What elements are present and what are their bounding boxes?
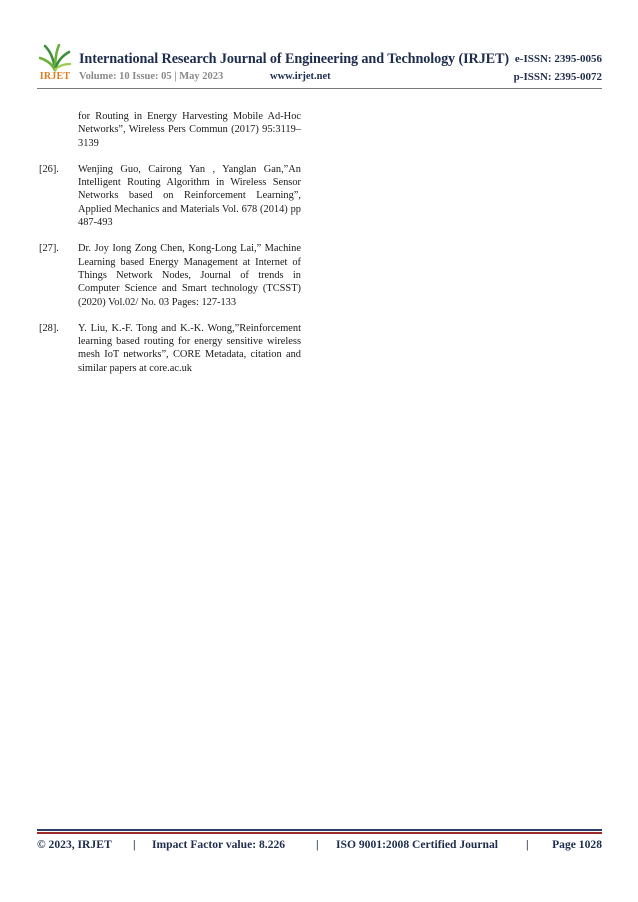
irjet-logo xyxy=(37,44,73,86)
footer-impact-factor: Impact Factor value: 8.226 xyxy=(152,838,286,851)
footer-separator: | xyxy=(526,838,529,851)
footer-copyright: © 2023, IRJET xyxy=(37,838,112,851)
footer-separator: | xyxy=(316,838,319,851)
reference-text: Y. Liu, K.-F. Tong and K.-K. Wong,”Reinforcement learning based routing for energy sensitive wireless mesh IoT networks”, CORE Metadata, citation and similar papers at core.ac.uk xyxy=(78,322,301,374)
footer-divider-blue xyxy=(37,829,602,831)
reference-number: [28]. xyxy=(39,322,59,334)
reference-text: Wenjing Guo, Cairong Yan , Yanglan Gan,”An Intelligent Routing Algorithm in Wireless Sensor Networks based on Reinforcement Learning”, Applied Mechanics and Materials Vol. 678 (2014) pp 487-493 xyxy=(78,163,301,229)
journal-title: International Research Journal of Engineering and Technology (IRJET) xyxy=(79,51,510,67)
reference-item xyxy=(39,322,301,375)
reference-number: [26]. xyxy=(39,163,59,175)
footer-iso-certification: ISO 9001:2008 Certified Journal xyxy=(336,838,498,851)
header-divider xyxy=(37,88,602,89)
reference-item xyxy=(39,242,301,308)
reference-item xyxy=(39,110,301,150)
reference-number: [27]. xyxy=(39,243,59,255)
reference-item xyxy=(39,163,301,229)
reference-text: Dr. Joy Iong Zong Chen, Kong-Long Lai,” Machine Learning based Energy Management at Internet of Things Network Nodes, Journal of trends in Computer Science and Smart technology (TCSST) (2020) Vol.02/ No. 03 Pages: 127-133 xyxy=(78,243,301,308)
journal-website-link[interactable]: www.irjet.net xyxy=(270,71,331,82)
footer-divider-red xyxy=(37,832,602,834)
reference-list xyxy=(39,110,301,388)
logo-text: IRJET xyxy=(39,71,71,82)
footer-separator: | xyxy=(133,838,136,851)
p-issn: p-ISSN: 2395-0072 xyxy=(513,71,602,83)
page-footer xyxy=(37,838,602,854)
footer-page-number: Page 1028 xyxy=(552,838,602,851)
leaf-icon xyxy=(39,44,71,72)
page-header xyxy=(37,44,602,90)
volume-issue: Volume: 10 Issue: 05 | May 2023 xyxy=(79,71,224,82)
reference-text: for Routing in Energy Harvesting Mobile Ad-Hoc Networks”, Wireless Pers Commun (2017) 95:3119–3139 xyxy=(78,111,301,149)
e-issn: e-ISSN: 2395-0056 xyxy=(514,53,602,65)
